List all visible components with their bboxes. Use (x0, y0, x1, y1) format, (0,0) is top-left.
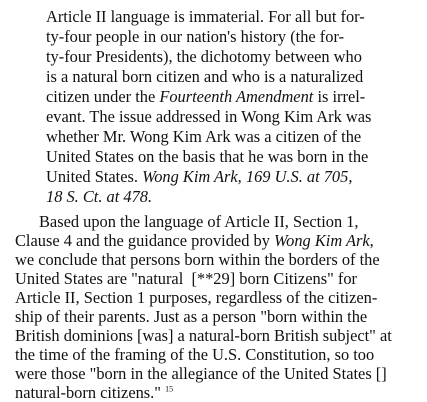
text-segment: United States on the basis that he was born in the (46, 147, 369, 166)
quote-line (46, 149, 368, 165)
italic-text: 18 S. Ct. at 478. (46, 187, 153, 206)
body-line (15, 233, 374, 249)
body-line (15, 271, 357, 287)
text-segment: Based upon the language of Article II, Section 1, (39, 212, 359, 231)
text-segment: Article II, Section 1 purposes, regardless of the citizen- (15, 288, 378, 307)
quote-line (46, 9, 365, 25)
body-line (15, 309, 367, 325)
text-segment: British dominions [was] a natural-born British subject" at (15, 326, 392, 345)
quote-citation-line (46, 189, 152, 205)
text-segment: United States are "natural [**29] born Citizens" for (15, 269, 358, 288)
quote-line (46, 129, 361, 145)
quote-line (46, 89, 365, 105)
body-line (15, 328, 392, 344)
text-segment: ship of their parents. Just as a person "born within the (15, 307, 368, 326)
text-segment: United States. (46, 167, 143, 186)
text-segment: ty-four people in our nation's history (the for- (46, 27, 345, 46)
text-segment: Clause 4 and the guidance provided by (15, 231, 274, 250)
body-line (15, 385, 173, 401)
body-line (15, 347, 374, 363)
quote-line (46, 169, 352, 185)
text-segment: natural-born citizens." (15, 383, 166, 402)
text-segment: , (369, 231, 374, 250)
quote-line (46, 69, 363, 85)
body-line (15, 366, 387, 382)
text-segment: citizen under the (46, 87, 160, 106)
text-segment: evant. The issue addressed in Wong Kim Ark was (46, 107, 372, 126)
quote-line (46, 109, 371, 125)
italic-text: Wong Kim Ark, 169 U.S. at 705, (142, 167, 353, 186)
footnote-marker: 15 (165, 384, 174, 394)
text-segment: the time of the framing of the U.S. Constitution, so too (15, 345, 375, 364)
italic-text: Fourteenth Amendment (159, 87, 314, 106)
italic-text: Wong Kim Ark (274, 231, 370, 250)
text-segment: ty-four Presidents), the dichotomy between who (46, 47, 362, 66)
text-segment: is a natural born citizen and who is a naturalized (46, 67, 364, 86)
text-segment: were those "born in the allegiance of the United States [] (15, 364, 387, 383)
quote-line (46, 49, 362, 65)
text-segment: we conclude that persons born within the borders of the (15, 250, 380, 269)
text-segment: Article II language is immaterial. For all but for- (46, 7, 365, 26)
body-line (15, 290, 377, 306)
body-line (15, 252, 380, 268)
body-line (39, 214, 359, 230)
text-segment: is irrel- (313, 87, 366, 106)
text-segment: whether Mr. Wong Kim Ark was a citizen of the (46, 127, 362, 146)
quote-line (46, 29, 344, 45)
